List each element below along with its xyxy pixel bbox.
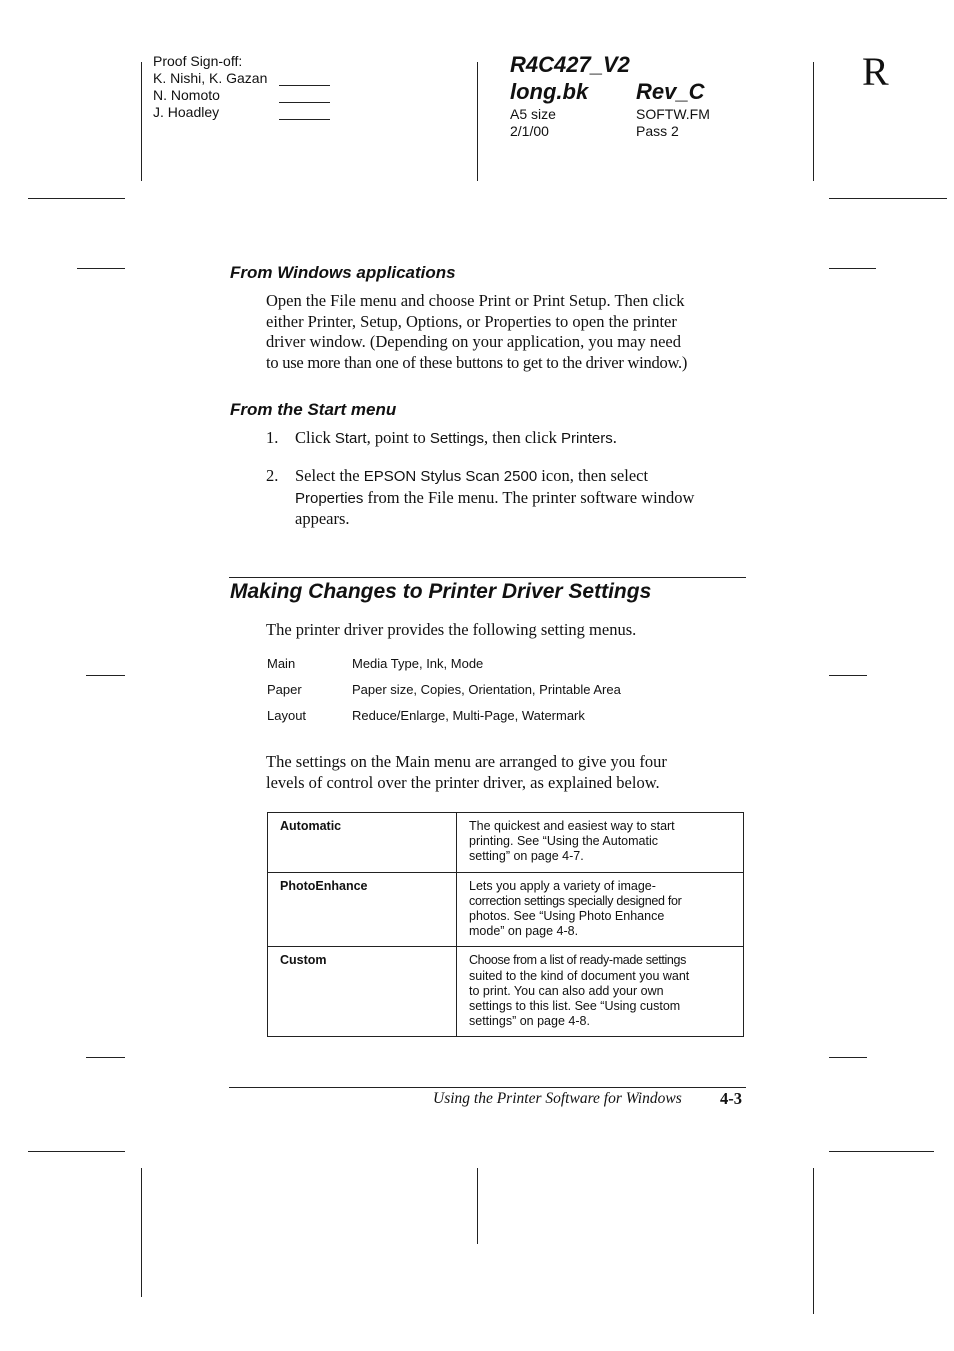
crop-mark: [813, 62, 814, 181]
page-number: 4-3: [720, 1089, 742, 1108]
section-title: Making Changes to Printer Driver Settings: [230, 580, 652, 603]
text-line: to use more than one of these buttons to get to the driver window.): [266, 352, 688, 372]
ui-term: EPSON Stylus Scan 2500: [363, 468, 538, 485]
proof-signoff: [153, 53, 267, 121]
text-line: correction settings specially designed for: [469, 893, 682, 908]
menu-items: Paper size, Copies, Orientation, Printable Area: [352, 682, 621, 697]
text-line: settings” on page 4-8.: [469, 1014, 590, 1029]
table-cell-term: PhotoEnhance: [268, 872, 457, 947]
file-name: SOFTW.FM: [636, 106, 710, 122]
signoff-title: Proof Sign-off:: [153, 53, 243, 69]
crop-mark: [829, 198, 947, 199]
text-run: from the File menu. The printer software window: [363, 487, 695, 507]
table-row: [268, 813, 744, 873]
table-row: [268, 872, 744, 947]
text-line: settings to this list. See “Using custom: [469, 999, 681, 1014]
book-name: long.bk: [510, 79, 589, 104]
text-line: [295, 488, 694, 510]
text-line: Choose from a list of ready-made settings: [469, 953, 687, 968]
text-run: Select the: [295, 466, 364, 485]
ui-term: Start: [334, 430, 367, 447]
text-line: suited to the kind of document you want: [469, 968, 690, 983]
text-line: The settings on the Main menu are arranged to give you four: [266, 752, 667, 771]
page-size: A5 size: [510, 106, 556, 122]
crop-mark: [829, 1151, 934, 1152]
ui-term: Printers: [561, 430, 613, 447]
date: 2/1/00: [510, 122, 549, 139]
paragraph: The printer driver provides the following setting menus.: [266, 620, 637, 639]
corner-mark: R: [862, 49, 889, 94]
table-cell-term: Automatic: [268, 813, 457, 873]
signature-line: [279, 119, 330, 120]
crop-mark: [829, 1057, 867, 1058]
text-line: photos. See “Using Photo Enhance: [469, 909, 665, 924]
text-line: appears.: [295, 509, 350, 528]
text-run: icon, then select: [537, 466, 649, 485]
paragraph: [266, 752, 667, 793]
crop-mark: [829, 268, 876, 269]
ui-term: Settings: [429, 430, 485, 447]
menu-name: Layout: [267, 708, 307, 723]
paragraph: [266, 291, 687, 373]
signoff-name: J. Hoadley: [153, 104, 220, 120]
footer-rule: [229, 1087, 746, 1088]
text-line: setting” on page 4-7.: [469, 849, 584, 864]
crop-mark: [86, 1057, 125, 1058]
revision: Rev_C: [636, 79, 705, 104]
table-cell-desc: [457, 872, 744, 947]
text-line: driver window. (Depending on your application, you may need: [266, 332, 681, 351]
table-cell-desc: [457, 947, 744, 1037]
crop-mark: [829, 675, 867, 676]
step-number: 1.: [266, 428, 279, 447]
pass: Pass 2: [636, 122, 679, 139]
crop-mark: [813, 1168, 814, 1314]
meta-left: [510, 106, 556, 139]
signature-line: [279, 85, 330, 86]
text-line: Lets you apply a variety of image-: [469, 878, 656, 893]
section-rule: [229, 577, 746, 578]
running-footer: Using the Printer Software for Windows: [433, 1090, 682, 1107]
text-line: The quickest and easiest way to start: [469, 819, 675, 833]
signoff-name: K. Nishi, K. Gazan: [153, 70, 268, 86]
signature-line: [279, 102, 330, 103]
table-row: [268, 947, 744, 1037]
text-line: levels of control over the printer driver, as explained below.: [266, 772, 660, 792]
table-cell-desc: [457, 813, 744, 873]
step-text: [295, 428, 617, 450]
text-line: Open the File menu and choose Print or Print Setup. Then click: [266, 291, 685, 310]
doc-id-line1: R4C427_V2: [510, 52, 630, 77]
crop-mark: [141, 1168, 142, 1297]
crop-mark: [28, 198, 125, 199]
crop-mark: [477, 1168, 478, 1244]
menu-name: Paper: [267, 682, 302, 697]
text-run: Click: [295, 428, 335, 447]
signoff-name: N. Nomoto: [153, 87, 220, 103]
text-line: printing. See “Using the Automatic: [469, 834, 658, 849]
crop-mark: [477, 62, 478, 181]
text-line: mode” on page 4-8.: [469, 924, 579, 939]
text-run: , point to: [366, 428, 430, 447]
meta-right: [636, 106, 710, 139]
crop-mark: [28, 1151, 125, 1152]
text-run: .: [612, 428, 617, 447]
crop-mark: [141, 62, 142, 181]
table-cell-term: Custom: [268, 947, 457, 1037]
step-text: [295, 466, 694, 530]
document-id: [510, 51, 630, 78]
crop-mark: [77, 268, 125, 269]
crop-mark: [86, 675, 125, 676]
menu-name: Main: [267, 656, 296, 671]
step-number: 2.: [266, 466, 279, 485]
text-line: to print. You can also add your own: [469, 983, 664, 998]
menu-items: Media Type, Ink, Mode: [352, 656, 484, 671]
text-run: , then click: [484, 428, 562, 447]
subheading: From the Start menu: [230, 400, 397, 419]
subheading: From Windows applications: [230, 263, 456, 282]
text-line: [295, 466, 694, 488]
menu-items: Reduce/Enlarge, Multi-Page, Watermark: [352, 708, 585, 723]
levels-table: [267, 812, 744, 1037]
text-line: either Printer, Setup, Options, or Properties to open the printer: [266, 311, 677, 331]
ui-term: Properties: [295, 489, 364, 507]
